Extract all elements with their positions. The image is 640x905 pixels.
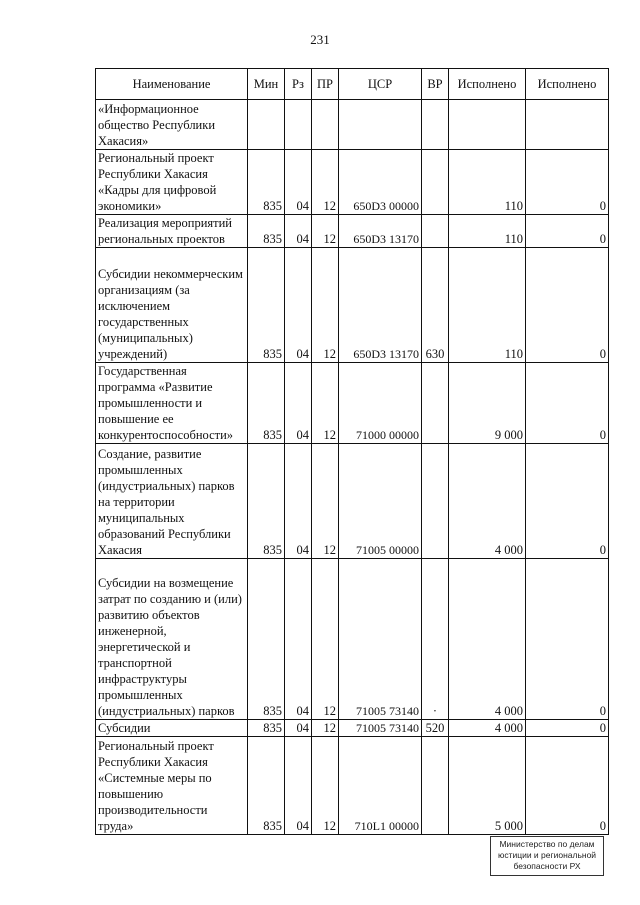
row-done-1: 110 — [449, 215, 526, 248]
header-done-2: Исполнено — [526, 69, 609, 100]
page-number: 231 — [310, 32, 330, 47]
table-row — [96, 737, 609, 835]
header-name: Наименование — [96, 69, 248, 100]
row-vr — [422, 444, 449, 559]
row-min: 835 — [248, 363, 285, 444]
row-rz: 04 — [285, 559, 312, 720]
row-done-2: 0 — [526, 215, 609, 248]
row-min: 835 — [248, 737, 285, 835]
row-pr: 12 — [312, 215, 339, 248]
row-csr: 71005 73140 — [339, 559, 422, 720]
row-csr: 650D3 00000 — [339, 150, 422, 215]
row-rz — [285, 100, 312, 150]
row-name: Субсидии — [96, 720, 248, 737]
header-done-1: Исполнено — [449, 69, 526, 100]
row-rz: 04 — [285, 150, 312, 215]
row-pr: 12 — [312, 444, 339, 559]
row-name: Государственная программа «Развитие промышленности и повышение ее конкурентоспособности» — [96, 363, 248, 444]
stamp-line-2: юстиции и региональной — [497, 850, 597, 860]
row-min: 835 — [248, 248, 285, 363]
stamp-line-1: Министерство по делам — [499, 839, 595, 849]
table-row — [96, 248, 609, 363]
row-min — [248, 100, 285, 150]
row-vr — [422, 100, 449, 150]
row-rz: 04 — [285, 444, 312, 559]
row-name: Региональный проект Республики Хакасия «Системные меры по повышению производительности труда» — [96, 737, 248, 835]
row-vr — [422, 150, 449, 215]
table-row — [96, 444, 609, 559]
row-csr: 710L1 00000 — [339, 737, 422, 835]
row-csr: 71005 73140 — [339, 720, 422, 737]
row-done-1: 4 000 — [449, 559, 526, 720]
row-min: 835 — [248, 150, 285, 215]
row-name: Реализация мероприятий региональных проектов — [96, 215, 248, 248]
row-done-2 — [526, 100, 609, 150]
row-vr: 630 — [422, 248, 449, 363]
row-csr: 71005 00000 — [339, 444, 422, 559]
table-row — [96, 720, 609, 737]
row-vr: · — [422, 559, 449, 720]
row-name: Субсидии некоммерческим организациям (за исключением государственных (муниципальных) учреждений) — [96, 248, 248, 363]
row-vr — [422, 215, 449, 248]
row-min: 835 — [248, 559, 285, 720]
row-done-2: 0 — [526, 444, 609, 559]
row-done-2: 0 — [526, 150, 609, 215]
table-row — [96, 150, 609, 215]
row-min: 835 — [248, 720, 285, 737]
row-rz: 04 — [285, 248, 312, 363]
row-done-1: 9 000 — [449, 363, 526, 444]
row-pr: 12 — [312, 150, 339, 215]
row-done-1: 4 000 — [449, 720, 526, 737]
row-pr: 12 — [312, 559, 339, 720]
row-pr: 12 — [312, 363, 339, 444]
row-done-1 — [449, 100, 526, 150]
table-header-row — [96, 69, 609, 100]
header-pr: ПР — [312, 69, 339, 100]
row-done-2: 0 — [526, 363, 609, 444]
row-done-1: 4 000 — [449, 444, 526, 559]
header-rz: Рз — [285, 69, 312, 100]
row-pr: 12 — [312, 720, 339, 737]
row-name: «Информационное общество Республики Хакасия» — [96, 100, 248, 150]
row-rz: 04 — [285, 363, 312, 444]
table-row — [96, 363, 609, 444]
table-row — [96, 100, 609, 150]
row-name: Субсидии на возмещение затрат по созданию и (или) развитию объектов инженерной, энергетической и транспортной инфраструктуры промышленных (индустриальных) парков — [96, 559, 248, 720]
row-pr — [312, 100, 339, 150]
row-rz: 04 — [285, 215, 312, 248]
row-min: 835 — [248, 444, 285, 559]
ministry-stamp — [490, 836, 604, 876]
row-name: Региональный проект Республики Хакасия «Кадры для цифровой экономики» — [96, 150, 248, 215]
table-row — [96, 559, 609, 720]
row-csr — [339, 100, 422, 150]
row-vr — [422, 737, 449, 835]
stamp-line-3: безопасности РХ — [513, 861, 581, 871]
row-done-1: 110 — [449, 150, 526, 215]
row-done-2: 0 — [526, 737, 609, 835]
row-vr: 520 — [422, 720, 449, 737]
row-pr: 12 — [312, 248, 339, 363]
row-name: Создание, развитие промышленных (индустриальных) парков на территории муниципальных образований Республики Хакасия — [96, 444, 248, 559]
row-rz: 04 — [285, 720, 312, 737]
row-min: 835 — [248, 215, 285, 248]
row-rz: 04 — [285, 737, 312, 835]
row-done-2: 0 — [526, 559, 609, 720]
row-done-1: 5 000 — [449, 737, 526, 835]
row-csr: 650D3 13170 — [339, 248, 422, 363]
header-csr: ЦСР — [339, 69, 422, 100]
table-row — [96, 215, 609, 248]
row-csr: 650D3 13170 — [339, 215, 422, 248]
row-done-1: 110 — [449, 248, 526, 363]
header-vr: ВР — [422, 69, 449, 100]
row-pr: 12 — [312, 737, 339, 835]
budget-table — [95, 68, 609, 835]
row-done-2: 0 — [526, 248, 609, 363]
row-done-2: 0 — [526, 720, 609, 737]
header-min: Мин — [248, 69, 285, 100]
row-vr — [422, 363, 449, 444]
row-csr: 71000 00000 — [339, 363, 422, 444]
